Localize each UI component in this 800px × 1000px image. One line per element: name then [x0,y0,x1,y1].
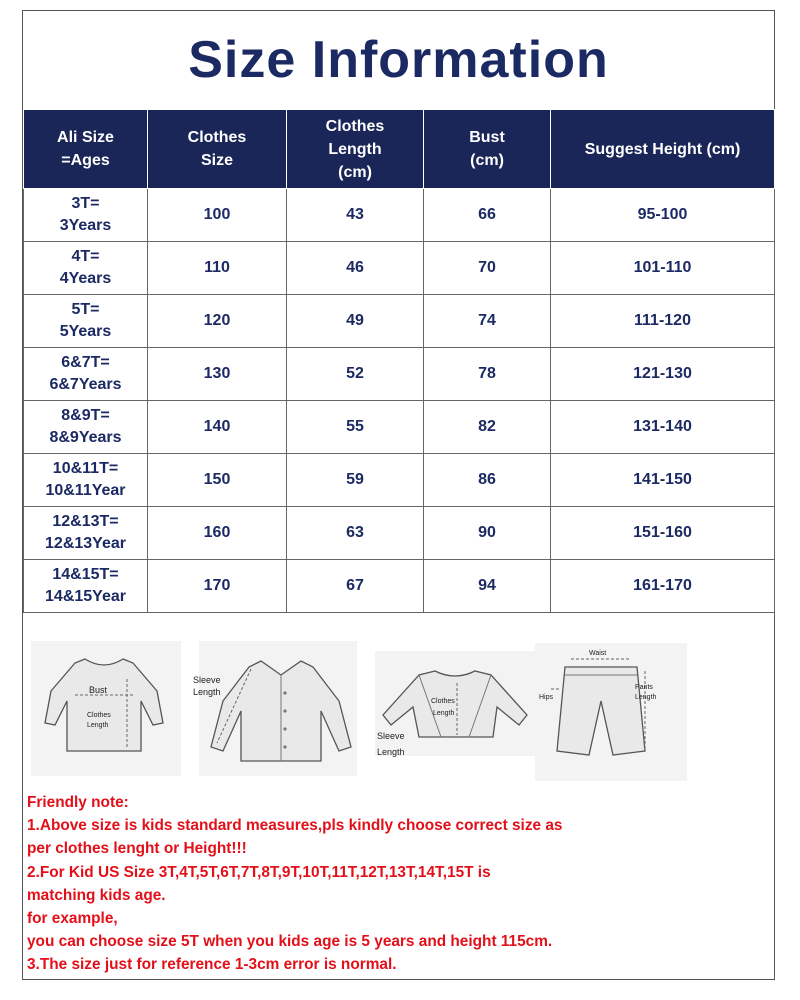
cell-age: 6&7T= 6&7Years [24,348,148,401]
table-row [24,560,775,613]
note-line: 2.For Kid US Size 3T,4T,5T,6T,7T,8T,9T,10T,11T,12T,13T,14T,15T is [27,863,491,881]
label-clothes: Clothes [431,698,455,705]
table-row [24,454,775,507]
table-row [24,507,775,560]
cell-bust: 94 [424,560,551,613]
friendly-note [27,791,772,977]
measurement-illustrations [23,631,774,781]
cell-size: 150 [148,454,287,507]
label-bust: Bust [89,685,108,695]
header-clothes-size: Clothes Size [148,110,287,189]
cell-bust: 78 [424,348,551,401]
label-clothes: Clothes [87,712,111,719]
cell-age: 4T= 4Years [24,242,148,295]
table-row [24,189,775,242]
raglan-top-figure [375,651,535,757]
label-hips: Hips [539,694,554,701]
measurement-diagram [23,631,774,781]
cell-age: 14&15T= 14&15Year [24,560,148,613]
cell-length: 52 [287,348,424,401]
cell-age: 5T= 5Years [24,295,148,348]
label-clothes-length: Length [433,710,455,717]
table-header-row [24,110,775,189]
cell-age: 8&9T= 8&9Years [24,401,148,454]
note-line: matching kids age. [27,886,166,904]
table-row [24,401,775,454]
label-waist: Waist [589,650,607,657]
label-sleeve-length: Length [193,687,221,697]
cell-age: 12&13T= 12&13Year [24,507,148,560]
cell-bust: 90 [424,507,551,560]
cell-bust: 70 [424,242,551,295]
cell-size: 110 [148,242,287,295]
cell-height: 101-110 [551,242,775,295]
cell-size: 120 [148,295,287,348]
size-chart-frame [22,10,775,980]
cell-bust: 66 [424,189,551,242]
cell-bust: 86 [424,454,551,507]
cell-length: 63 [287,507,424,560]
table-row [24,348,775,401]
cell-length: 46 [287,242,424,295]
cell-length: 49 [287,295,424,348]
cell-bust: 74 [424,295,551,348]
cell-length: 43 [287,189,424,242]
cell-height: 121-130 [551,348,775,401]
note-line: 3.The size just for reference 1-3cm error is normal. [27,956,397,974]
page-title: Size Information [188,31,609,89]
cell-height: 161-170 [551,560,775,613]
label-pants: Pants [635,684,653,691]
label-length: Length [87,722,109,729]
note-line: 1.Above size is kids standard measures,pls kindly choose correct size as [27,817,563,835]
shirt-bust-figure [31,641,181,776]
header-bust: Bust (cm) [424,110,551,189]
cell-length: 59 [287,454,424,507]
cell-height: 141-150 [551,454,775,507]
shirt-sleeve-figure [193,641,357,776]
table-row [24,242,775,295]
cell-size: 160 [148,507,287,560]
label-pants-length: Length [635,694,657,701]
header-clothes-length: Clothes Length (cm) [287,110,424,189]
note-line: per clothes lenght or Height!!! [27,840,247,858]
cell-age: 10&11T= 10&11Year [24,454,148,507]
cell-height: 131-140 [551,401,775,454]
header-ali-size: Ali Size =Ages [24,110,148,189]
cell-length: 67 [287,560,424,613]
shorts-figure [535,643,687,781]
cell-size: 100 [148,189,287,242]
label-sleeve: Sleeve [377,731,405,741]
size-table [23,109,775,613]
note-line: Friendly note: [27,794,129,811]
cell-size: 170 [148,560,287,613]
note-line: for example, [27,910,118,928]
label-sleeve-length: Length [377,747,405,757]
cell-age: 3T= 3Years [24,189,148,242]
cell-height: 95-100 [551,189,775,242]
label-sleeve: Sleeve [193,675,221,685]
cell-height: 151-160 [551,507,775,560]
table-row [24,295,775,348]
cell-size: 130 [148,348,287,401]
cell-size: 140 [148,401,287,454]
header-suggest-height: Suggest Height (cm) [551,110,775,189]
cell-height: 111-120 [551,295,775,348]
note-line: you can choose size 5T when you kids age is 5 years and height 115cm. [27,933,553,951]
cell-length: 55 [287,401,424,454]
cell-bust: 82 [424,401,551,454]
